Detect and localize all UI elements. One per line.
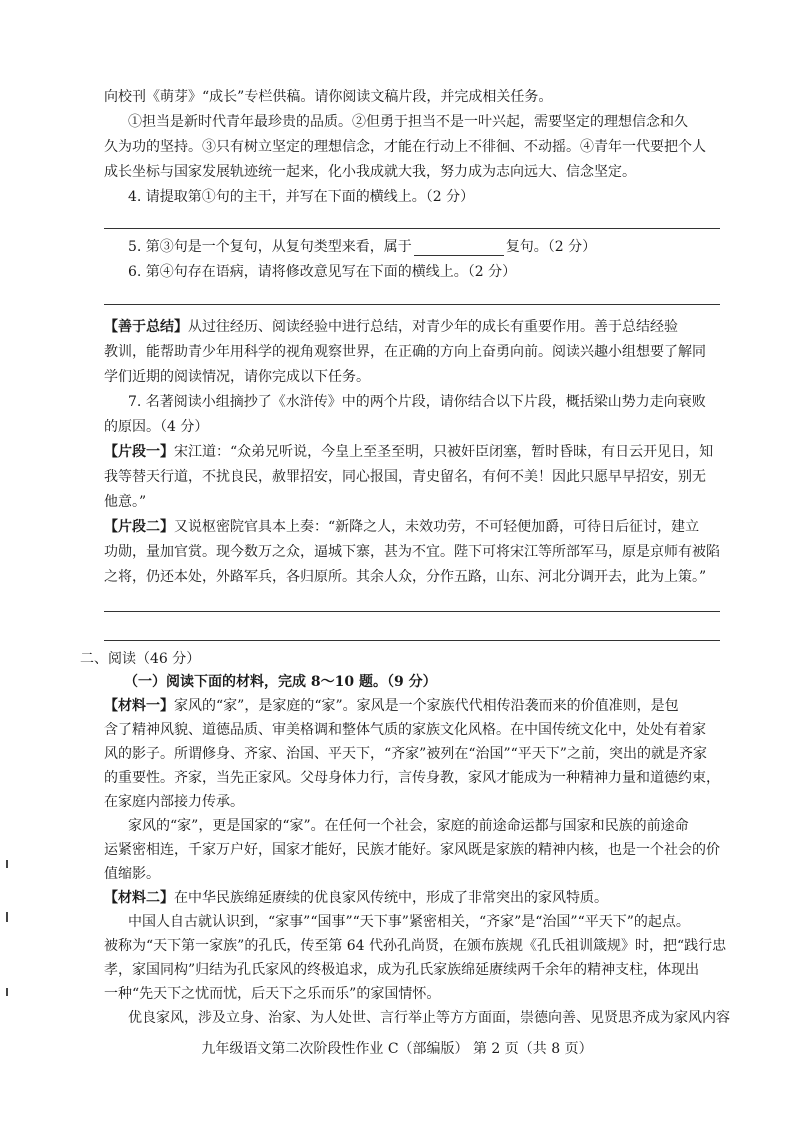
answer-line-q6[interactable]: [104, 304, 720, 305]
material-1b-line: 值缩影。: [104, 866, 160, 882]
answer-blank-q5[interactable]: [414, 241, 504, 256]
question-4: 4. 请提取第①句的主干，并写在下面的横线上。（2 分）: [128, 189, 475, 205]
subsection-heading: （一）阅读下面的材料，完成 8～10 题。（9 分）: [124, 674, 437, 690]
question-7: 7. 名著阅读小组摘抄了《水浒传》中的两个片段，请你结合以下片段，概括梁山势力走向衰败: [128, 394, 706, 410]
material-2-text: 在中华民族绵延赓续的优良家风传统中，形成了非常突出的家风特质。: [174, 890, 608, 906]
question-5-text-after: 复句。（2 分）: [505, 239, 597, 255]
material-1b-line: 运紧密相连，千家万户好，国家才能好，民族才能好。家风既是家族的精神内核，也是一个社会的价: [104, 842, 720, 858]
fragment-2-text: 又说枢密院官具本上奏：“新降之人，未效功劳，不可轻便加爵，可待日后征讨，建立: [174, 519, 700, 535]
section-heading: 二、阅读（46 分）: [80, 651, 201, 667]
summary-text: 从过往经历、阅读经验中进行总结，对青少年的成长有重要作用。善于总结经验: [188, 319, 678, 335]
summary-line: [104, 318, 678, 336]
fragment-1-label: 【片段一】: [104, 444, 174, 460]
fragment-1-line: 他意。”: [104, 494, 147, 510]
answer-line-q4[interactable]: [104, 228, 720, 229]
material-2-line: 孝，家国同构”归结为孔氏家风的终极追求，成为孔氏家族绵延赓续两千余年的精神支柱，体现出: [104, 962, 700, 978]
material-1b-line: 家风的“家”，更是国家的“家”。在任何一个社会，家庭的前途命运都与国家和民族的前途命: [128, 818, 689, 834]
summary-label: 【善于总结】: [104, 319, 188, 335]
material-2-line: 优良家风，涉及立身、治家、为人处世、言行举止等方方面面，崇德向善、见贤思齐成为家风内容: [128, 1010, 730, 1026]
material-1-line: 风的影子。所谓修身、齐家、治国、平天下，“齐家”被列在“治国”“平天下”之前，突出的就是齐家: [104, 746, 707, 762]
material-1-line: 在家庭内部接力传承。: [104, 794, 244, 810]
material-2: [104, 889, 608, 907]
summary-line: 学们近期的阅读情况，请你完成以下任务。: [104, 369, 370, 385]
material-1-line: 含了精神风貌、道德品质、审美格调和整体气质的家族文化风格。在中国传统文化中，处处有着家: [104, 722, 706, 738]
fragment-1: [104, 443, 713, 461]
question-6: 6. 第④句存在语病，请将修改意见写在下面的横线上。（2 分）: [128, 264, 517, 280]
page-footer: 九年级语文第二次阶段性作业 C（部编版） 第 2 页（共 8 页）: [201, 1041, 593, 1057]
material-2-line: 被称为“天下第一家族”的孔氏，传至第 64 代孙孔尚贤，在颁布族规《孔氏祖训箴规》时，把“践行忠: [104, 938, 727, 954]
question-7: 的原因。（4 分）: [104, 419, 209, 435]
material-1: [104, 697, 679, 715]
passage-line: 久为功的坚持。③只有树立坚定的理想信念，才能在行动上不徘徊、不动摇。④青年一代要把个人: [104, 139, 706, 155]
answer-line-q7[interactable]: [104, 640, 720, 641]
fragment-2: [104, 518, 699, 536]
binding-mark: [6, 988, 8, 996]
question-5-text-before: 5. 第③句是一个复句，从复句类型来看，属于: [128, 239, 412, 255]
passage-line: 成长坐标与国家发展轨迹统一起来，化小我成就大我，努力成为志向远大、信念坚定。: [104, 164, 636, 180]
material-1-label: 【材料一】: [104, 698, 174, 714]
answer-line-q7[interactable]: [104, 611, 720, 612]
material-2-line: 一种“先天下之忧而忧，后天下之乐而乐”的家国情怀。: [104, 986, 441, 1002]
intro-line: 向校刊《萌芽》“成长”专栏供稿。请你阅读文稿片段，并完成相关任务。: [104, 89, 553, 105]
fragment-2-line: 功勋，量加官赏。现今数万之众，逼城下寨，甚为不宜。陛下可将宋江等所部军马，原是京师有被陷: [104, 544, 720, 560]
binding-mark: [6, 912, 8, 922]
material-2-line: 中国人自古就认识到，“家事”“国事”“天下事”紧密相关，“齐家”是“治国”“平天下”的起点。: [128, 914, 690, 930]
material-1-text: 家风的“家”，是家庭的“家”。家风是一个家族代代相传沿袭而来的价值准则，是包: [174, 698, 679, 714]
material-2-label: 【材料二】: [104, 890, 174, 906]
fragment-2-line: 之将，仍还本处，外路军兵，各归原所。其余人众，分作五路，山东、河北分调开去，此为上策。”: [104, 569, 707, 585]
binding-mark: [6, 860, 8, 868]
summary-line: 教训，能帮助青少年用科学的视角观察世界，在正确的方向上奋勇向前。阅读兴趣小组想要了解同: [104, 344, 706, 360]
question-5: [128, 238, 596, 256]
fragment-1-line: 我等替天行道，不扰良民，赦罪招安，同心报国，青史留名，有何不美！因此只愿早早招安，别无: [104, 469, 706, 485]
material-1-line: 的重要性。齐家，当先正家风。父母身体力行，言传身教，家风才能成为一种精神力量和道德约束，: [104, 770, 720, 786]
fragment-1-text: 宋江道：“众弟兄听说，今皇上至圣至明，只被奸臣闭塞，暂时昏昧，有日云开见日，知: [174, 444, 714, 460]
passage-line: ①担当是新时代青年最珍贵的品质。②但勇于担当不是一叶兴起，需要坚定的理想信念和久: [128, 114, 688, 130]
fragment-2-label: 【片段二】: [104, 519, 174, 535]
